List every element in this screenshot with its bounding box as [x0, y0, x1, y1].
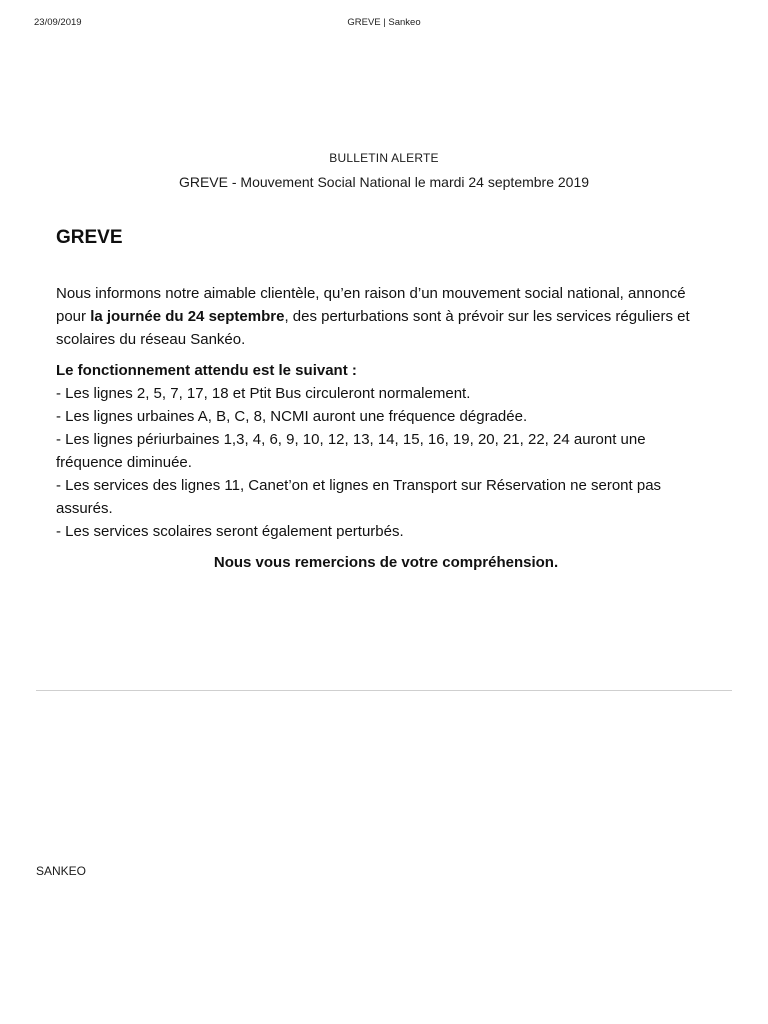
article-heading: GREVE — [56, 227, 123, 248]
print-header — [34, 17, 734, 31]
bulletin-header — [0, 151, 768, 190]
intro-text-end: , des perturbations sont à prévoir sur les services réguliers et scolaires du réseau Sankéo. — [56, 308, 690, 348]
list-item: - Les lignes 2, 5, 7, 17, 18 et Ptit Bus circuleront normalement. — [56, 385, 471, 402]
service-list — [56, 359, 716, 543]
print-page-title: GREVE | Sankeo — [347, 17, 421, 28]
list-item: - Les lignes urbaines A, B, C, 8, NCMI auront une fréquence dégradée. — [56, 408, 528, 425]
list-item: - Les services des lignes 11, Canet’on et lignes en Transport sur Réservation ne seront pas assurés. — [56, 477, 662, 517]
intro-text-start: Nous informons notre aimable clientèle, qu’en raison d’un mouvement social national, annoncé pour — [56, 285, 686, 325]
bulletin-kicker: BULLETIN ALERTE — [329, 151, 439, 165]
list-item: - Les lignes périurbaines 1,3, 4, 6, 9, 10, 12, 13, 14, 15, 16, 19, 20, 21, 22, 24 auront une fréquence diminuée. — [56, 431, 646, 471]
section-divider — [36, 690, 732, 691]
article-body — [56, 226, 716, 574]
closing-message: Nous vous remercions de votre compréhension. — [213, 554, 559, 571]
list-item: - Les services scolaires seront également perturbés. — [56, 523, 404, 540]
bulletin-subtitle: GREVE - Mouvement Social National le mardi 24 septembre 2019 — [178, 174, 590, 190]
intro-paragraph — [56, 282, 716, 351]
print-date: 23/09/2019 — [34, 17, 82, 28]
intro-date-highlight: la journée du 24 septembre — [90, 308, 285, 325]
footer-brand: SANKEO — [36, 864, 87, 878]
service-list-heading: Le fonctionnement attendu est le suivant : — [56, 362, 357, 379]
